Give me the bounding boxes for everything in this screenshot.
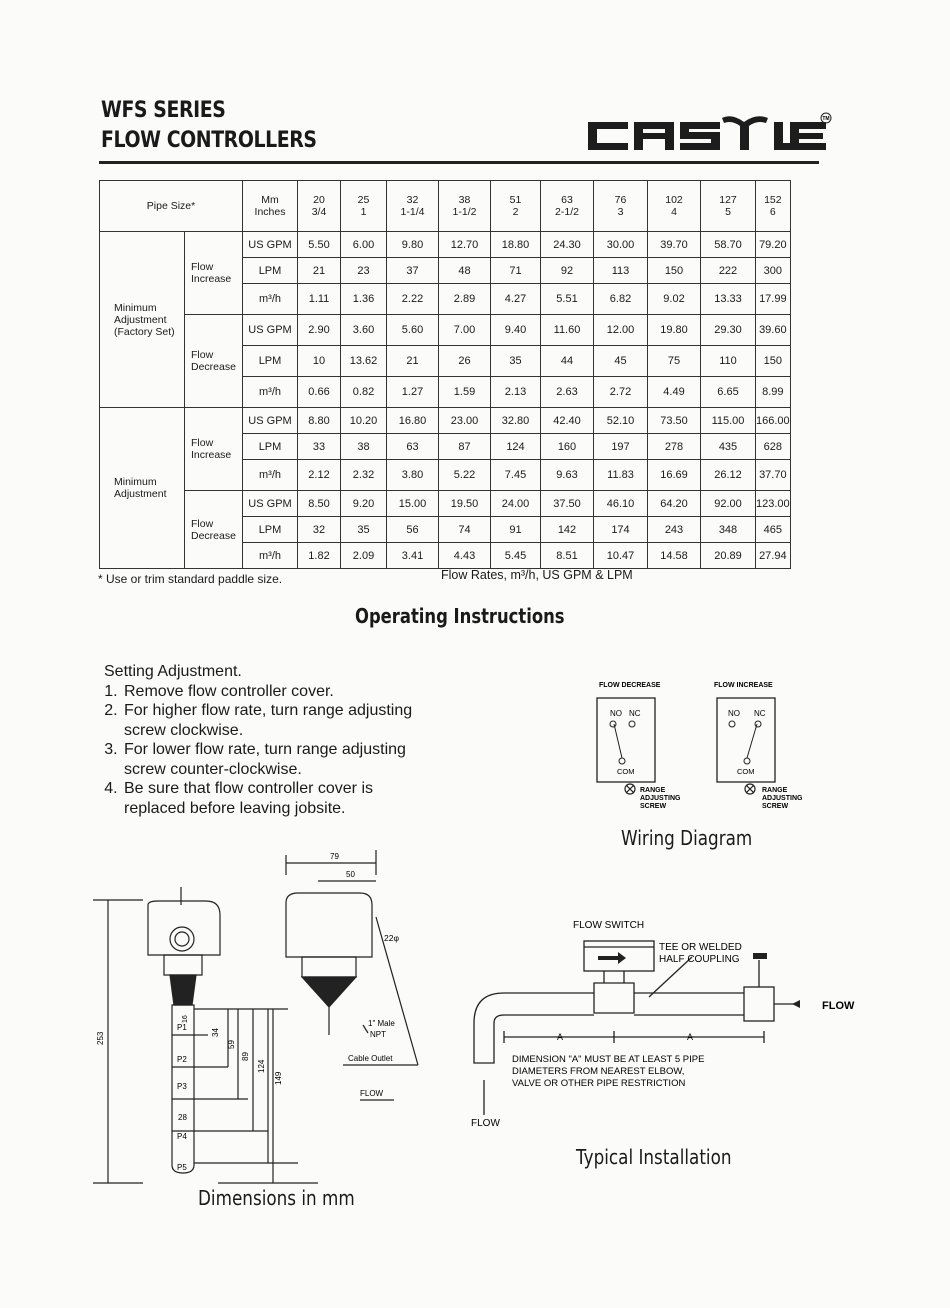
group-label-line: Minimum: [114, 476, 157, 488]
pipe-size-header: [594, 181, 648, 232]
value-cell: 115.00: [701, 408, 756, 434]
value-cell: 39.70: [648, 232, 701, 258]
dimensions-drawing: [88, 845, 438, 1190]
value-cell: 48: [439, 258, 491, 284]
flow-increase-title: FLOW INCREASE: [714, 682, 773, 689]
subgroup-label: [185, 232, 243, 315]
value-cell: 9.40: [491, 315, 541, 346]
screw-icon-right: [745, 784, 755, 794]
size-inches: 5: [725, 206, 731, 218]
dim-a-right: A: [687, 1032, 694, 1042]
dim-79: 79: [330, 852, 339, 861]
subgroup-label: [185, 408, 243, 491]
value-cell: 3.80: [387, 460, 439, 491]
document-title: [101, 96, 317, 156]
value-cell: 30.00: [594, 232, 648, 258]
size-inches: 3/4: [311, 206, 327, 218]
value-cell: 23: [341, 258, 387, 284]
value-cell: 79.20: [756, 232, 791, 258]
unit-cell: LPM: [243, 434, 298, 460]
value-cell: 1.82: [298, 543, 341, 569]
value-cell: 56: [387, 517, 439, 543]
size-mm: 76: [614, 194, 627, 206]
value-cell: 222: [701, 258, 756, 284]
install-note-line3: VALVE OR OTHER PIPE RESTRICTION: [512, 1078, 686, 1089]
size-inches: 2: [512, 206, 519, 218]
pipe-size-header: [756, 181, 791, 232]
header-rule: [99, 161, 819, 164]
left-screw-line3: SCREW: [640, 803, 667, 810]
paddle-dim-16: 16: [182, 1015, 189, 1023]
size-mm: 63: [561, 194, 573, 206]
unit-cell: LPM: [243, 517, 298, 543]
dim-149: 149: [274, 1071, 283, 1085]
value-cell: 2.72: [594, 377, 648, 408]
group-label: [100, 408, 185, 569]
value-cell: 8.51: [541, 543, 594, 569]
value-cell: 0.82: [341, 377, 387, 408]
value-cell: 7.45: [491, 460, 541, 491]
size-mm: 38: [458, 194, 471, 206]
size-inches: 4: [671, 206, 677, 218]
value-cell: 5.60: [387, 315, 439, 346]
value-cell: 18.80: [491, 232, 541, 258]
value-cell: 37.70: [756, 460, 791, 491]
value-cell: 21: [298, 258, 341, 284]
value-cell: 19.80: [648, 315, 701, 346]
subgroup-label-line: Decrease: [191, 361, 236, 373]
value-cell: 13.62: [341, 346, 387, 377]
size-mm: 51: [509, 194, 522, 206]
value-cell: 113: [594, 258, 648, 284]
value-cell: 5.51: [541, 284, 594, 315]
unit-cell: m³/h: [243, 543, 298, 569]
value-cell: 63: [387, 434, 439, 460]
value-cell: 348: [701, 517, 756, 543]
right-com-label: COM: [737, 767, 755, 776]
npt-line1: 1" Male: [368, 1019, 395, 1028]
subgroup-label-line: Flow: [191, 437, 214, 449]
value-cell: 1.11: [298, 284, 341, 315]
table-row: [100, 408, 791, 434]
group-label-line: Adjustment: [114, 313, 167, 326]
left-com-label: COM: [617, 767, 635, 776]
value-cell: 8.99: [756, 377, 791, 408]
title-line-1: WFS SERIES: [101, 98, 226, 123]
size-mm: 152: [764, 194, 782, 206]
pipe-size-header: [341, 181, 387, 232]
value-cell: 17.99: [756, 284, 791, 315]
unit-cell: LPM: [243, 258, 298, 284]
subgroup-label-line: Increase: [191, 449, 232, 461]
value-cell: 20.89: [701, 543, 756, 569]
dim-flow-label: FLOW: [360, 1089, 384, 1098]
right-screw-line2: ADJUSTING: [762, 795, 803, 802]
paddle-p1: P1: [177, 1023, 187, 1032]
value-cell: 10: [298, 346, 341, 377]
value-cell: 465: [756, 517, 791, 543]
value-cell: 6.00: [341, 232, 387, 258]
unit-cell: m³/h: [243, 460, 298, 491]
value-cell: 243: [648, 517, 701, 543]
value-cell: 2.22: [387, 284, 439, 315]
size-inches: 6: [769, 206, 776, 218]
value-cell: 12.70: [439, 232, 491, 258]
unit-header: [243, 181, 298, 232]
value-cell: 12.00: [594, 315, 648, 346]
value-cell: 37.50: [541, 491, 594, 517]
left-screw-line2: ADJUSTING: [640, 795, 681, 802]
value-cell: 92: [541, 258, 594, 284]
subgroup-label-line: Decrease: [191, 529, 236, 542]
screw-icon-left: [625, 784, 635, 794]
size-mm: 127: [719, 194, 737, 206]
value-cell: 42.40: [541, 408, 594, 434]
trademark-mark: TM: [822, 116, 830, 122]
paddle-p3: P3: [177, 1082, 187, 1091]
left-screw-line1: RANGE: [640, 787, 666, 794]
value-cell: 9.80: [387, 232, 439, 258]
instruction-step: [122, 682, 412, 702]
unit-inches: Inches: [254, 206, 286, 218]
dim-50: 50: [346, 870, 355, 879]
value-cell: 8.50: [298, 491, 341, 517]
value-cell: 6.82: [594, 284, 648, 315]
value-cell: 26.12: [701, 460, 756, 491]
pipe-size-header: [439, 181, 491, 232]
npt-line2: NPT: [370, 1030, 386, 1039]
paddle-p5: P5: [177, 1163, 187, 1172]
value-cell: 10.47: [594, 543, 648, 569]
size-inches: 1-1/4: [400, 206, 425, 218]
pipe-size-header: [491, 181, 541, 232]
value-cell: 35: [491, 346, 541, 377]
setting-adjustment-block: [104, 662, 412, 818]
table-header-row: [100, 181, 791, 232]
value-cell: 21: [387, 346, 439, 377]
value-cell: 16.80: [387, 408, 439, 434]
value-cell: 160: [541, 434, 594, 460]
value-cell: 166.00: [756, 408, 791, 434]
paddle-p2: P2: [177, 1055, 187, 1064]
table-row: [100, 491, 791, 517]
subgroup-label-line: Flow: [191, 517, 214, 530]
value-cell: 13.33: [701, 284, 756, 315]
value-cell: 16.69: [648, 460, 701, 491]
value-cell: 39.60: [756, 315, 791, 346]
value-cell: 2.09: [341, 543, 387, 569]
unit-cell: LPM: [243, 346, 298, 377]
unit-cell: m³/h: [243, 377, 298, 408]
flow-out-label: FLOW: [822, 1000, 855, 1012]
value-cell: 110: [701, 346, 756, 377]
pipe-size-header: [541, 181, 594, 232]
right-no-label: NO: [728, 709, 740, 718]
pipe-size-header: [387, 181, 439, 232]
installation-caption: Typical Installation: [576, 1145, 732, 1169]
value-cell: 3.41: [387, 543, 439, 569]
value-cell: 628: [756, 434, 791, 460]
value-cell: 24.00: [491, 491, 541, 517]
size-mm: 102: [665, 194, 683, 206]
unit-cell: m³/h: [243, 284, 298, 315]
subgroup-label-line: Flow: [191, 261, 214, 273]
steps-list: [104, 682, 412, 819]
group-label: [100, 232, 185, 408]
dim-a-left: A: [557, 1032, 564, 1042]
value-cell: 10.20: [341, 408, 387, 434]
value-cell: 300: [756, 258, 791, 284]
unit-cell: US GPM: [243, 232, 298, 258]
install-note-line2: DIAMETERS FROM NEAREST ELBOW,: [512, 1066, 685, 1077]
value-cell: 32: [298, 517, 341, 543]
unit-cell: US GPM: [243, 315, 298, 346]
value-cell: 45: [594, 346, 648, 377]
value-cell: 37: [387, 258, 439, 284]
value-cell: 142: [541, 517, 594, 543]
value-cell: 52.10: [594, 408, 648, 434]
right-screw-line1: RANGE: [762, 787, 788, 794]
instruction-step-line: screw counter-clockwise.: [124, 760, 302, 778]
setting-intro: Setting Adjustment.: [104, 663, 242, 680]
pipe-size-label: Pipe Size*: [100, 181, 243, 232]
value-cell: 92.00: [701, 491, 756, 517]
value-cell: 35: [341, 517, 387, 543]
dim-59: 59: [227, 1040, 236, 1049]
right-screw-line3: SCREW: [762, 803, 789, 810]
size-mm: 20: [313, 194, 325, 206]
instruction-step: [122, 701, 412, 740]
subgroup-label: [185, 315, 243, 408]
value-cell: 32.80: [491, 408, 541, 434]
value-cell: 5.50: [298, 232, 341, 258]
table-caption: Flow Rates, m³/h, US GPM & LPM: [441, 568, 633, 582]
value-cell: 11.83: [594, 460, 648, 491]
value-cell: 11.60: [541, 315, 594, 346]
instruction-step: [122, 779, 412, 818]
value-cell: 1.27: [387, 377, 439, 408]
value-cell: 71: [491, 258, 541, 284]
table-row: [100, 315, 791, 346]
flow-decrease-title: FLOW DECREASE: [599, 682, 661, 689]
value-cell: 150: [756, 346, 791, 377]
value-cell: 2.63: [541, 377, 594, 408]
pipe-size-header: [701, 181, 756, 232]
value-cell: 1.59: [439, 377, 491, 408]
value-cell: 278: [648, 434, 701, 460]
instruction-step: [122, 740, 412, 779]
wiring-diagram-caption: Wiring Diagram: [621, 826, 753, 850]
unit-cell: US GPM: [243, 408, 298, 434]
tee-label-line2: HALF COUPLING: [659, 954, 740, 965]
value-cell: 4.43: [439, 543, 491, 569]
value-cell: 4.49: [648, 377, 701, 408]
dim-124: 124: [257, 1059, 266, 1073]
value-cell: 5.45: [491, 543, 541, 569]
value-cell: 3.60: [341, 315, 387, 346]
instruction-step-line: 3. For lower flow rate, turn range adjusting: [124, 741, 406, 758]
value-cell: 24.30: [541, 232, 594, 258]
subgroup-label-line: Flow: [191, 349, 214, 361]
value-cell: 9.02: [648, 284, 701, 315]
value-cell: 4.27: [491, 284, 541, 315]
dim-diameter: 22φ: [384, 933, 399, 943]
install-note-line1: DIMENSION "A" MUST BE AT LEAST 5 PIPE: [512, 1054, 705, 1065]
value-cell: 197: [594, 434, 648, 460]
tee-label-line1: TEE OR WELDED: [659, 942, 742, 953]
instruction-step-line: 1. Remove flow controller cover.: [124, 682, 334, 700]
instruction-step-line: 2. For higher flow rate, turn range adjusting: [124, 702, 413, 719]
value-cell: 44: [541, 346, 594, 377]
subgroup-label-line: Increase: [191, 273, 232, 285]
value-cell: 38: [341, 434, 387, 460]
size-inches: 1: [360, 206, 367, 218]
pipe-size-header: [298, 181, 341, 232]
instruction-step-line: replaced before leaving jobsite.: [124, 799, 346, 817]
unit-mm: Mm: [261, 194, 279, 206]
value-cell: 74: [439, 517, 491, 543]
value-cell: 15.00: [387, 491, 439, 517]
value-cell: 2.12: [298, 460, 341, 491]
castle-logo: [588, 112, 838, 158]
dim-253: 253: [96, 1031, 105, 1045]
value-cell: 8.80: [298, 408, 341, 434]
installation-drawing: [464, 915, 864, 1130]
value-cell: 58.70: [701, 232, 756, 258]
value-cell: 46.10: [594, 491, 648, 517]
left-no-label: NO: [610, 709, 622, 718]
value-cell: 87: [439, 434, 491, 460]
value-cell: 2.32: [341, 460, 387, 491]
value-cell: 75: [648, 346, 701, 377]
value-cell: 150: [648, 258, 701, 284]
dim-34: 34: [211, 1028, 220, 1037]
table-footnote: * Use or trim standard paddle size.: [98, 572, 283, 586]
size-mm: 32: [406, 194, 419, 206]
size-inches: 1-1/2: [452, 206, 477, 218]
value-cell: 23.00: [439, 408, 491, 434]
value-cell: 64.20: [648, 491, 701, 517]
value-cell: 2.89: [439, 284, 491, 315]
dim-89: 89: [241, 1052, 250, 1061]
left-nc-label: NC: [629, 709, 641, 718]
wiring-diagram: [590, 676, 830, 816]
pipe-size-header: [648, 181, 701, 232]
value-cell: 73.50: [648, 408, 701, 434]
value-cell: 435: [701, 434, 756, 460]
value-cell: 0.66: [298, 377, 341, 408]
value-cell: 19.50: [439, 491, 491, 517]
value-cell: 26: [439, 346, 491, 377]
value-cell: 1.36: [341, 284, 387, 315]
value-cell: 7.00: [439, 315, 491, 346]
value-cell: 2.90: [298, 315, 341, 346]
subgroup-label: [185, 491, 243, 569]
paddle-dim-28: 28: [178, 1113, 187, 1122]
instruction-step-line: 4. Be sure that flow controller cover is: [124, 780, 373, 797]
value-cell: 33: [298, 434, 341, 460]
value-cell: 124: [491, 434, 541, 460]
value-cell: 29.30: [701, 315, 756, 346]
size-inches: 2-1/2: [555, 206, 579, 218]
value-cell: 123.00: [756, 491, 791, 517]
group-label-line: Adjustment: [114, 488, 167, 500]
title-line-2: FLOW CONTROLLERS: [101, 128, 317, 153]
operating-instructions-heading: Operating Instructions: [355, 604, 565, 628]
value-cell: 2.13: [491, 377, 541, 408]
value-cell: 27.94: [756, 543, 791, 569]
dimensions-caption: Dimensions in mm: [198, 1186, 355, 1210]
flow-switch-label: FLOW SWITCH: [573, 920, 645, 931]
table-row: [100, 232, 791, 258]
value-cell: 14.58: [648, 543, 701, 569]
flow-rate-table: [99, 180, 791, 569]
value-cell: 91: [491, 517, 541, 543]
flow-in-label: FLOW: [471, 1118, 500, 1129]
group-label-line: Minimum: [114, 301, 157, 314]
cable-outlet-label: Cable Outlet: [348, 1054, 393, 1063]
value-cell: 5.22: [439, 460, 491, 491]
right-nc-label: NC: [754, 709, 766, 718]
value-cell: 174: [594, 517, 648, 543]
value-cell: 6.65: [701, 377, 756, 408]
unit-cell: US GPM: [243, 491, 298, 517]
value-cell: 9.20: [341, 491, 387, 517]
value-cell: 9.63: [541, 460, 594, 491]
group-label-line: (Factory Set): [114, 325, 175, 338]
paddle-p4: P4: [177, 1132, 187, 1141]
size-inches: 3: [617, 206, 624, 218]
size-mm: 25: [357, 194, 370, 206]
instruction-step-line: screw clockwise.: [124, 721, 244, 739]
